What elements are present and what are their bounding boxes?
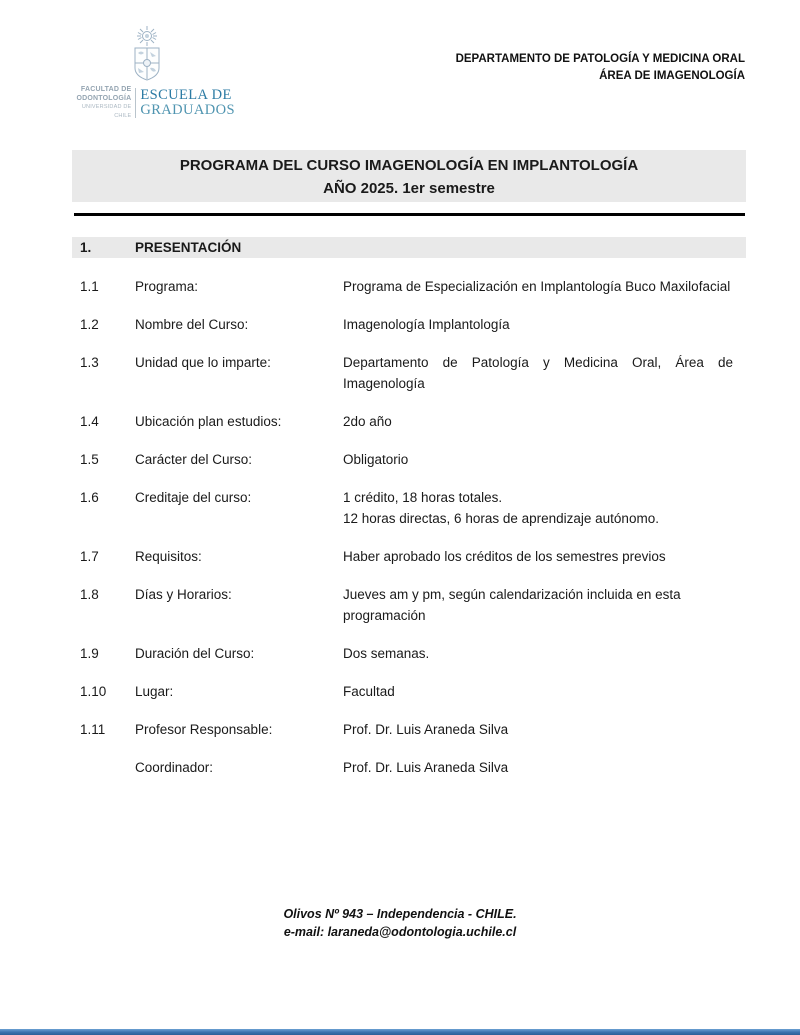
course-title-line2: AÑO 2025. 1er semestre: [323, 180, 495, 197]
row-label: Días y Horarios:: [135, 587, 232, 602]
row-value: Jueves am y pm, según calendarización incluida en esta programación: [343, 587, 681, 623]
faculty-line1: FACULTAD DE: [80, 86, 132, 93]
row-value-line: 1 crédito, 18 horas totales.: [343, 490, 503, 505]
row-value: 2do año: [343, 414, 392, 429]
row-label: Nombre del Curso:: [135, 317, 249, 332]
row-value: Obligatorio: [343, 452, 409, 467]
table-row: [72, 643, 733, 664]
table-row: [72, 352, 733, 394]
row-number: 1.6: [80, 490, 99, 505]
row-value: Dos semanas.: [343, 646, 430, 661]
row-label: Unidad que lo imparte:: [135, 355, 271, 370]
row-value-line: 12 horas directas, 6 horas de aprendizaje autónomo.: [343, 511, 659, 526]
row-number: 1.10: [80, 684, 107, 699]
row-label: Lugar:: [135, 684, 174, 699]
school-line1: ESCUELA DE: [140, 87, 232, 103]
row-label: Carácter del Curso:: [135, 452, 253, 467]
presentation-rows: [72, 276, 733, 795]
table-row: [72, 546, 733, 567]
row-label: Coordinador:: [135, 760, 214, 775]
table-row: [72, 276, 733, 297]
horizontal-rule: [74, 213, 745, 216]
row-label: Ubicación plan estudios:: [135, 414, 282, 429]
row-number: 1.5: [80, 452, 99, 467]
section-title: PRESENTACIÓN: [135, 240, 242, 255]
section-number: 1.: [80, 240, 92, 255]
university-crest-icon: [125, 26, 169, 84]
row-number: 1.7: [80, 549, 99, 564]
table-row: [72, 584, 733, 626]
row-value: Haber aprobado los créditos de los semestres previos: [343, 549, 666, 564]
row-number: 1.9: [80, 646, 99, 661]
row-number: [72, 757, 135, 778]
table-row: [72, 487, 733, 529]
row-value: Programa de Especialización en Implantología Buco Maxilofacial: [343, 279, 731, 294]
row-label: Programa:: [135, 279, 199, 294]
faculty-line3: UNIVERSIDAD DE CHILE: [81, 104, 132, 119]
row-number: 1.8: [80, 587, 99, 602]
page-bottom-bar: [0, 1029, 800, 1035]
school-line2: GRADUADOS: [140, 102, 235, 118]
table-row: [72, 411, 733, 432]
row-label: Duración del Curso:: [135, 646, 255, 661]
footer-address: Olivos Nº 943 – Independencia - CHILE.: [283, 907, 517, 921]
row-number: 1.3: [80, 355, 99, 370]
university-logo: [75, 26, 235, 120]
logo-divider: [135, 88, 136, 118]
faculty-name: [75, 86, 131, 120]
course-title-line1: PROGRAMA DEL CURSO IMAGENOLOGÍA EN IMPLANTOLOGÍA: [179, 157, 639, 174]
table-row: [72, 449, 733, 470]
footer-email: e-mail: laraneda@odontologia.uchile.cl: [283, 925, 517, 939]
row-value: Prof. Dr. Luis Araneda Silva: [343, 760, 509, 775]
course-title-box: [72, 150, 746, 202]
section-header-presentacion: [72, 237, 746, 258]
table-row: [72, 314, 733, 335]
table-row: [72, 719, 733, 740]
graduate-school-name: [140, 88, 235, 118]
row-value: [343, 487, 733, 529]
row-number: 1.4: [80, 414, 99, 429]
row-number: 1.2: [80, 317, 99, 332]
table-row: [72, 681, 733, 702]
row-label: Creditaje del curso:: [135, 490, 252, 505]
department-header: [456, 51, 745, 85]
row-number: 1.1: [80, 279, 99, 294]
row-label: Profesor Responsable:: [135, 722, 273, 737]
row-value: Imagenología Implantología: [343, 317, 510, 332]
row-label: Requisitos:: [135, 549, 202, 564]
faculty-line2: ODONTOLOGÍA: [76, 94, 132, 102]
table-row: [72, 757, 733, 778]
row-value: Facultad: [343, 684, 395, 699]
department-line1: DEPARTAMENTO DE PATOLOGÍA Y MEDICINA ORAL: [455, 53, 745, 65]
row-value: Prof. Dr. Luis Araneda Silva: [343, 722, 509, 737]
row-value: Departamento de Patología y Medicina Oral, Área de Imagenología: [343, 355, 733, 391]
row-number: 1.11: [80, 722, 106, 737]
page-footer: [0, 905, 800, 941]
department-line2: ÁREA DE IMAGENOLOGÍA: [599, 70, 745, 82]
